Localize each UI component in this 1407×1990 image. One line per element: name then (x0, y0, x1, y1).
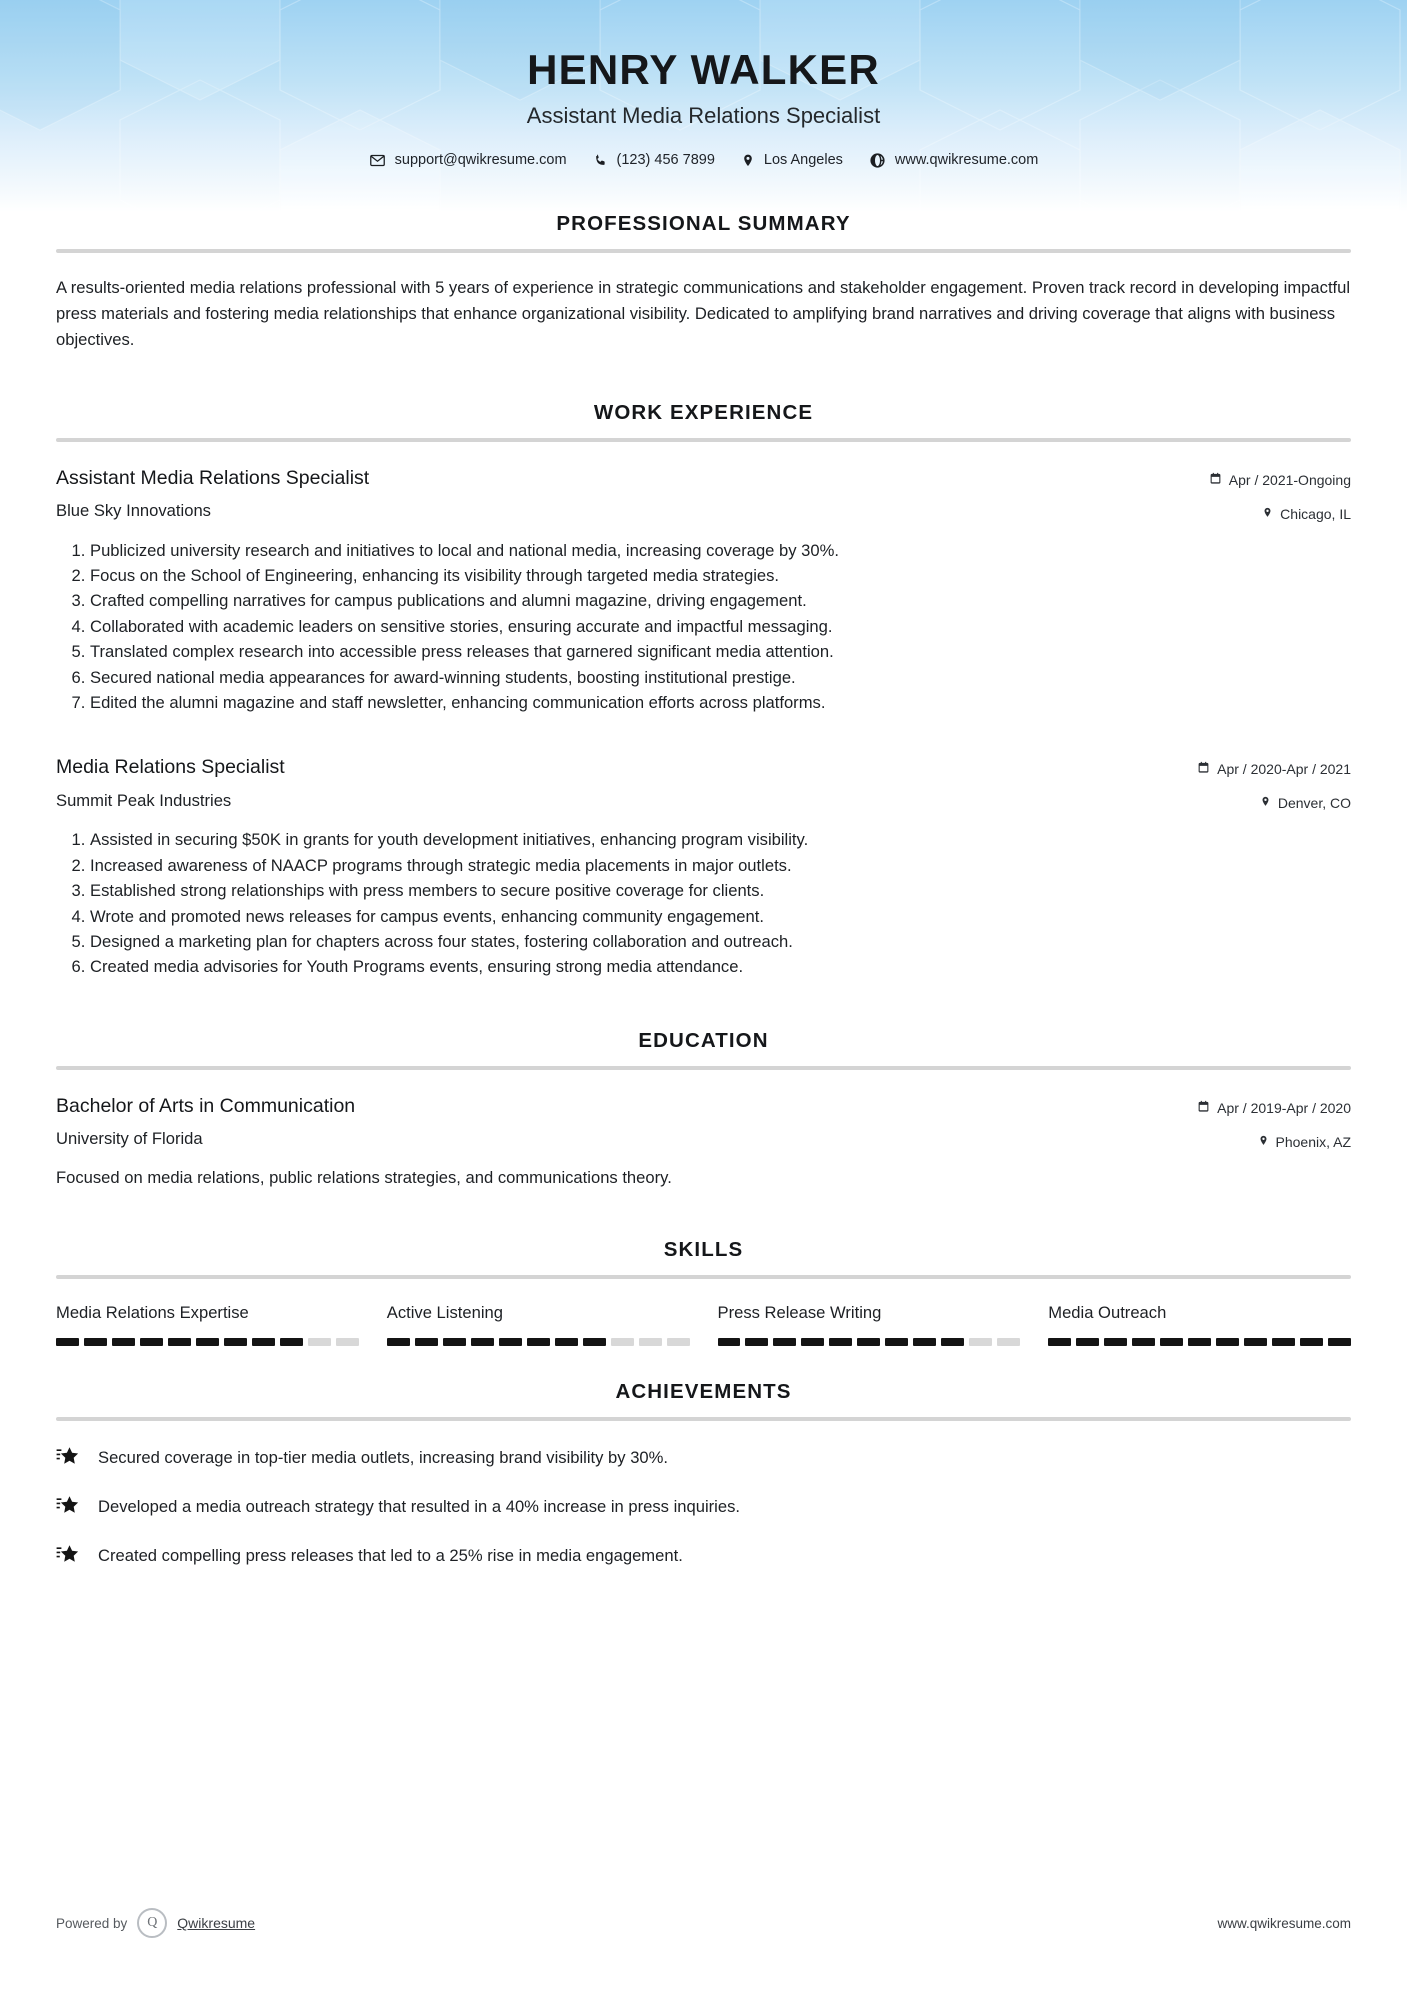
skill-segment (336, 1338, 359, 1346)
skill-segment (885, 1338, 908, 1346)
experience-dates (1141, 759, 1351, 780)
skill-segment (56, 1338, 79, 1346)
experience-company: Summit Peak Industries (56, 790, 232, 810)
skill-segment (745, 1338, 768, 1346)
experience-entry (56, 466, 1351, 716)
skill-segment (913, 1338, 936, 1346)
calendar-icon (1197, 759, 1210, 780)
star-icon (56, 1446, 82, 1473)
skill-segment (667, 1338, 690, 1346)
section-title-summary: PROFESSIONAL SUMMARY (556, 212, 851, 235)
skill-label: Active Listening (386, 1302, 503, 1322)
education-entry (56, 1094, 1351, 1190)
powered-by-block (56, 1908, 255, 1938)
skill-segment (84, 1338, 107, 1346)
section-achievements (56, 1380, 1351, 1571)
experience-location-label: Denver, CO (1277, 795, 1351, 812)
experience-location (1141, 793, 1351, 814)
qwikresume-logo-icon: Q (137, 1908, 167, 1938)
skill-segment (1188, 1338, 1211, 1346)
skill-segment (857, 1338, 880, 1346)
email-icon (369, 152, 386, 169)
page-title: HENRY WALKER (527, 46, 880, 93)
achievement-item (56, 1543, 1351, 1571)
skill-segment (829, 1338, 852, 1346)
skill-segment (639, 1338, 662, 1346)
list-item: 3. Established strong relationships with press members to secure positive coverage for clients. (90, 879, 1351, 903)
contact-email[interactable] (369, 152, 567, 169)
section-divider (56, 438, 1351, 442)
skill-rating-bar (1048, 1338, 1351, 1346)
location-pin-icon (1260, 793, 1271, 814)
phone-icon (593, 153, 608, 168)
section-divider (56, 249, 1351, 253)
contact-phone-label: (123) 456 7899 (616, 152, 715, 169)
summary-text: A results-oriented media relations professional with 5 years of experience in strategic communications and stakeholder engagement. Proven track record in developing impactful press materials and fostering media relationships that enhance organizational visibility. Dedicated to amplifying brand narratives and driving coverage that aligns with business objectives. (56, 278, 1351, 349)
achievements-list (56, 1445, 1351, 1571)
experience-location (1141, 504, 1351, 525)
achievement-text: Created compelling press releases that led to a 25% rise in media engagement. (98, 1545, 683, 1565)
education-dates (1141, 1098, 1351, 1119)
achievement-item (56, 1445, 1351, 1473)
section-title-experience: WORK EXPERIENCE (593, 400, 814, 424)
skill-segment (801, 1338, 824, 1346)
footer-website[interactable]: www.qwikresume.com (1217, 1915, 1351, 1931)
list-item: 6. Created media advisories for Youth Programs events, ensuring strong media attendance. (90, 955, 1351, 979)
contact-email-label: support@qwikresume.com (394, 152, 567, 169)
skill-segment (112, 1338, 135, 1346)
experience-dates-label: Apr / 2020-Apr / 2021 (1217, 761, 1351, 778)
section-divider (56, 1417, 1351, 1421)
skill-segment (1104, 1338, 1127, 1346)
skill-segment (168, 1338, 191, 1346)
experience-dates-label: Apr / 2021-Ongoing (1228, 471, 1351, 488)
skill-label: Media Relations Expertise (56, 1302, 249, 1322)
contact-location-label: Los Angeles (763, 152, 843, 169)
skill-label: Media Outreach (1048, 1302, 1167, 1322)
skill-segment (1132, 1338, 1155, 1346)
skill-item (1048, 1303, 1351, 1346)
section-education (56, 1029, 1351, 1190)
skill-segment (1300, 1338, 1323, 1346)
section-divider (56, 1275, 1351, 1279)
section-skills (56, 1238, 1351, 1346)
contact-phone[interactable] (593, 152, 715, 168)
skill-segment (387, 1338, 410, 1346)
list-item: 2. Increased awareness of NAACP programs through strategic media placements in major outlets. (90, 854, 1351, 878)
location-pin-icon (741, 152, 755, 169)
list-item: 1. Publicized university research and initiatives to local and national media, increasing coverage by 30%. (90, 539, 1351, 563)
skill-segment (583, 1338, 606, 1346)
skill-segment (415, 1338, 438, 1346)
resume-body (0, 212, 1407, 1571)
job-headline: Assistant Media Relations Specialist (526, 103, 881, 129)
calendar-icon (1197, 1098, 1210, 1119)
skill-segment (499, 1338, 522, 1346)
skill-item (56, 1303, 359, 1346)
footer (56, 1908, 1351, 1938)
resume-header-banner (0, 0, 1407, 212)
section-divider (56, 1066, 1351, 1070)
star-icon (56, 1544, 82, 1571)
section-professional-summary (56, 212, 1351, 353)
list-item: 2. Focus on the School of Engineering, enhancing its visibility through targeted media strategies. (90, 564, 1351, 588)
skill-segment (1272, 1338, 1295, 1346)
brand-link[interactable]: Qwikresume (177, 1915, 256, 1931)
star-icon (56, 1495, 82, 1522)
skills-grid (56, 1303, 1351, 1346)
skill-rating-bar (56, 1338, 359, 1346)
globe-icon (869, 152, 886, 169)
skill-rating-bar (718, 1338, 1021, 1346)
achievement-text: Secured coverage in top-tier media outlets, increasing brand visibility by 30%. (98, 1447, 669, 1467)
skill-item (387, 1303, 690, 1346)
skill-segment (1328, 1338, 1351, 1346)
skill-segment (224, 1338, 247, 1346)
skill-segment (1216, 1338, 1239, 1346)
list-item: 4. Collaborated with academic leaders on sensitive stories, ensuring accurate and impactful messaging. (90, 615, 1351, 639)
experience-entry (56, 755, 1351, 979)
list-item: 3. Crafted compelling narratives for campus publications and alumni magazine, driving engagement. (90, 589, 1351, 613)
skill-rating-bar (387, 1338, 690, 1346)
list-item: 7. Edited the alumni magazine and staff newsletter, enhancing communication efforts across platforms. (90, 691, 1351, 715)
skill-segment (443, 1338, 466, 1346)
section-title-skills: SKILLS (663, 1237, 744, 1261)
list-item: 1. Assisted in securing $50K in grants for youth development initiatives, enhancing program visibility. (90, 828, 1351, 852)
achievement-text: Developed a media outreach strategy that resulted in a 40% increase in press inquiries. (98, 1496, 740, 1516)
education-description: Focused on media relations, public relations strategies, and communications theory. (56, 1167, 672, 1187)
skill-segment (555, 1338, 578, 1346)
skill-segment (969, 1338, 992, 1346)
experience-location-label: Chicago, IL (1280, 505, 1351, 522)
education-location (1141, 1132, 1351, 1153)
location-pin-icon (1258, 1132, 1269, 1153)
list-item: 5. Translated complex research into accessible press releases that garnered significant media attention. (90, 640, 1351, 664)
skill-label: Press Release Writing (717, 1302, 882, 1322)
achievement-item (56, 1494, 1351, 1522)
skill-segment (280, 1338, 303, 1346)
contact-website-label: www.qwikresume.com (894, 152, 1039, 169)
experience-dates (1141, 470, 1351, 491)
list-item: 5. Designed a marketing plan for chapters across four states, fostering collaboration and outreach. (90, 930, 1351, 954)
skill-item (718, 1303, 1021, 1346)
skill-segment (196, 1338, 219, 1346)
section-title-education: EDUCATION (638, 1028, 769, 1052)
experience-role: Media Relations Specialist (56, 756, 285, 779)
skill-segment (308, 1338, 331, 1346)
calendar-icon (1209, 470, 1222, 491)
education-degree: Bachelor of Arts in Communication (56, 1094, 356, 1117)
contact-row (0, 152, 1407, 169)
experience-company: Blue Sky Innovations (56, 501, 211, 520)
education-dates-label: Apr / 2019-Apr / 2020 (1217, 1099, 1351, 1116)
skill-segment (527, 1338, 550, 1346)
skill-segment (941, 1338, 964, 1346)
experience-bullets (56, 539, 1351, 716)
skill-segment (1160, 1338, 1183, 1346)
skill-segment (1244, 1338, 1267, 1346)
skill-segment (773, 1338, 796, 1346)
section-title-achievements: ACHIEVEMENTS (615, 1379, 792, 1403)
skill-segment (718, 1338, 741, 1346)
section-work-experience (56, 401, 1351, 980)
skill-segment (1048, 1338, 1071, 1346)
education-location-label: Phoenix, AZ (1275, 1133, 1351, 1150)
powered-by-label: Powered by (56, 1915, 128, 1931)
location-pin-icon (1262, 504, 1273, 525)
skill-segment (1076, 1338, 1099, 1346)
skill-segment (252, 1338, 275, 1346)
experience-role: Assistant Media Relations Specialist (56, 466, 370, 489)
skill-segment (471, 1338, 494, 1346)
skill-segment (140, 1338, 163, 1346)
education-school: University of Florida (56, 1129, 203, 1149)
skill-segment (997, 1338, 1020, 1346)
contact-website[interactable] (869, 152, 1038, 169)
contact-location[interactable] (741, 152, 843, 169)
experience-bullets (56, 828, 1351, 979)
list-item: 6. Secured national media appearances for award-winning students, boosting institutional prestige. (90, 666, 1351, 690)
skill-segment (611, 1338, 634, 1346)
list-item: 4. Wrote and promoted news releases for campus events, enhancing community engagement. (90, 905, 1351, 929)
